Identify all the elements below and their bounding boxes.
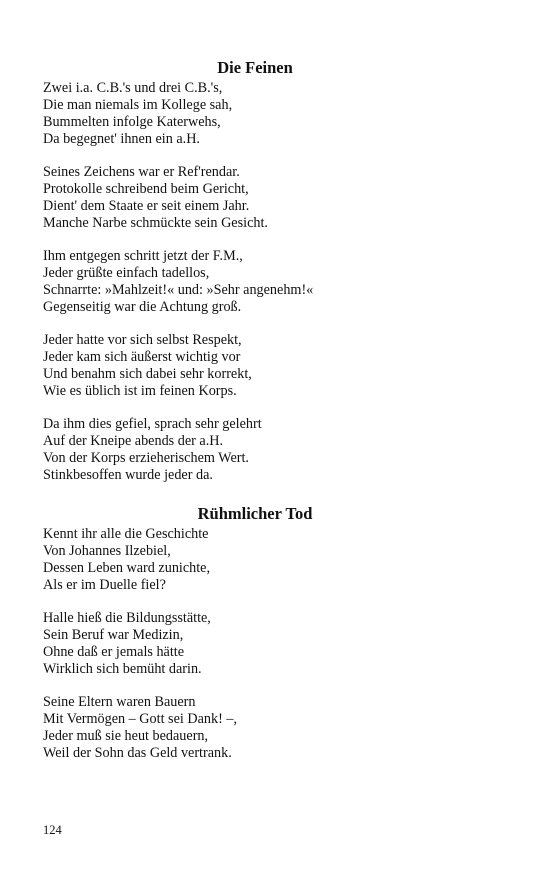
stanza — [43, 526, 467, 594]
verse-line: Ihm entgegen schritt jetzt der F.M., — [43, 248, 243, 264]
verse-line: Und benahm sich dabei sehr korrekt, — [43, 366, 252, 382]
verse-line: Jeder grüßte einfach tadellos, — [43, 265, 210, 281]
stanza — [43, 164, 467, 232]
verse-line: Da begegnet' ihnen ein a.H. — [43, 131, 200, 147]
verse-line: Als er im Duelle fiel? — [43, 577, 166, 593]
verse-line: Gegenseitig war die Achtung groß. — [43, 299, 242, 315]
poem-title: Rühmlicher Tod — [197, 504, 313, 523]
verse-line: Seine Eltern waren Bauern — [43, 694, 196, 710]
verse-line: Dessen Leben ward zunichte, — [43, 560, 211, 576]
stanza — [43, 248, 467, 316]
verse-line: Weil der Sohn das Geld vertrank. — [43, 745, 232, 761]
poem-title: Die Feinen — [217, 58, 293, 77]
verse-line: Schnarrte: »Mahlzeit!« und: »Sehr angenehm!« — [43, 282, 314, 298]
verse-line: Wie es üblich ist im feinen Korps. — [43, 383, 237, 399]
verse-line: Halle hieß die Bildungsstätte, — [43, 610, 211, 626]
verse-line: Mit Vermögen – Gott sei Dank! –, — [43, 711, 238, 727]
verse-line: Dient' dem Staate er seit einem Jahr. — [43, 198, 250, 214]
stanza — [43, 80, 467, 148]
verse-line: Seines Zeichens war er Ref'rendar. — [43, 164, 240, 180]
verse-line: Ohne daß er jemals hätte — [43, 644, 185, 660]
verse-line: Auf der Kneipe abends der a.H. — [43, 433, 224, 449]
verse-line: Die man niemals im Kollege sah, — [43, 97, 233, 113]
stanza — [43, 416, 467, 484]
verse-line: Sein Beruf war Medizin, — [43, 627, 184, 643]
verse-line: Wirklich sich bemüht darin. — [43, 661, 202, 677]
stanza — [43, 610, 467, 678]
stanza — [43, 332, 467, 400]
poem-die-feinen — [43, 58, 467, 484]
poem-ruehmlicher-tod — [43, 504, 467, 762]
verse-line: Bummelten infolge Katerwehs, — [43, 114, 221, 130]
verse-line: Jeder hatte vor sich selbst Respekt, — [43, 332, 242, 348]
stanza — [43, 694, 467, 762]
verse-line: Da ihm dies gefiel, sprach sehr gelehrt — [43, 416, 262, 432]
verse-line: Von Johannes Ilzebiel, — [43, 543, 171, 559]
verse-line: Zwei i.a. C.B.'s und drei C.B.'s, — [43, 80, 223, 96]
verse-line: Manche Narbe schmückte sein Gesicht. — [43, 215, 268, 231]
verse-line: Jeder muß sie heut bedauern, — [43, 728, 209, 744]
page-content — [43, 58, 467, 782]
verse-line: Von der Korps erzieherischem Wert. — [43, 450, 249, 466]
verse-line: Stinkbesoffen wurde jeder da. — [43, 467, 213, 483]
page-number: 124 — [43, 823, 62, 837]
verse-line: Jeder kam sich äußerst wichtig vor — [43, 349, 241, 365]
verse-line: Kennt ihr alle die Geschichte — [43, 526, 209, 542]
verse-line: Protokolle schreibend beim Gericht, — [43, 181, 249, 197]
